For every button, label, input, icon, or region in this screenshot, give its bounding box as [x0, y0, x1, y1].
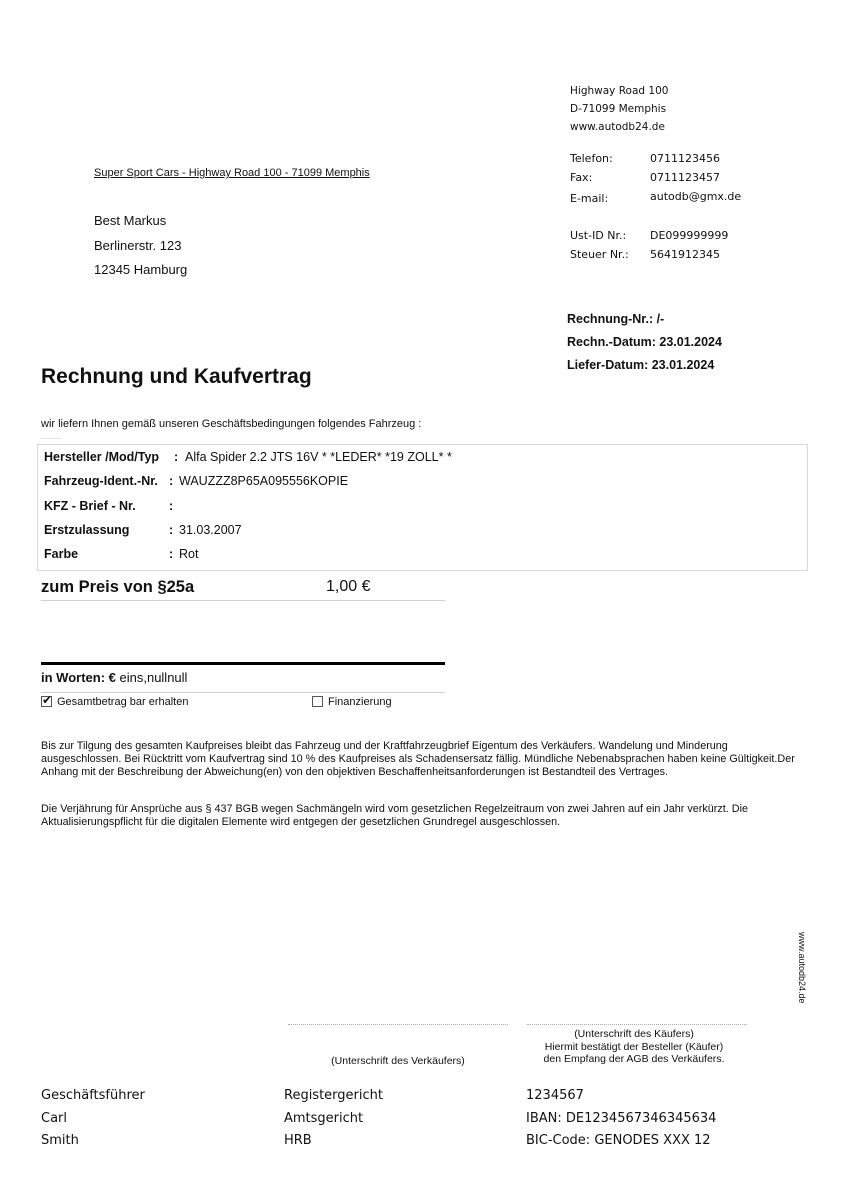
contact-value: 0711123456 [650, 152, 720, 165]
contact-value: 0711123457 [650, 171, 720, 184]
words-rule [41, 662, 445, 665]
vehicle-value: Alfa Spider 2.2 JTS 16V * *LEDER* *19 ZOLL* * [185, 450, 452, 464]
seller-signature-caption: (Unterschrift des Verkäufers) [331, 1055, 465, 1067]
finance-checkbox[interactable] [312, 696, 323, 707]
check-icon: ✔ [42, 693, 53, 707]
contact-value: autodb@gmx.de [650, 190, 742, 203]
recipient-street: Berlinerstr. 123 [94, 238, 182, 253]
side-watermark: www.autodb24.de [797, 932, 807, 1004]
footer-line: Geschäftsführer [41, 1088, 145, 1103]
intro-text: wir liefern Ihnen gemäß unseren Geschäftsbedingungen folgendes Fahrzeug : [41, 418, 422, 430]
price-divider [41, 600, 445, 601]
sender-city: D-71099 Memphis [570, 103, 667, 115]
payment-cash [41, 693, 189, 708]
vehicle-value: Rot [179, 547, 199, 561]
vehicle-colon: : [169, 547, 174, 561]
terms-paragraph: Die Verjährung für Ansprüche aus § 437 BGB wegen Sachmängeln wird vom gesetzlichen Regelzeitraum von zwei Jahren auf ein Jahr verkürzt. Die Aktualisierungspflicht für die digitalen Elemente wird entgegen der gesetzlichen Grundregel ausgeschlossen. [41, 803, 748, 829]
footer-bank [526, 1085, 716, 1153]
buyer-signature-title: (Unterschrift des Käufers) [574, 1028, 694, 1040]
vehicle-label: Fahrzeug-Ident.-Nr. [44, 474, 158, 488]
vehicle-label: Farbe [44, 547, 79, 561]
finance-label: Finanzierung [328, 696, 392, 708]
vehicle-value: WAUZZZ8P65A095556KOPIE [179, 474, 349, 488]
buyer-confirmation: Hiermit bestätigt der Besteller (Käufer) [544, 1040, 724, 1053]
footer-line: IBAN: DE1234567346345634 [526, 1110, 717, 1126]
price-label: zum Preis von §25a [41, 578, 195, 596]
payment-finance [312, 696, 392, 708]
sender-web: www.autodb24.de [570, 121, 665, 133]
vehicle-details [37, 444, 808, 571]
intro-divider [41, 438, 61, 439]
invoice-number: Rechnung-Nr.: /- [567, 312, 665, 326]
contact-label: E-mail: [570, 192, 609, 205]
return-address: Super Sport Cars - Highway Road 100 - 71099 Memphis [94, 167, 370, 179]
terms-paragraph: Bis zur Tilgung des gesamten Kaufpreises bleibt das Fahrzeug und der Kraftfahrzeugbrief Eigentum des Verkäufers. Wandelung und Minderung ausgeschlossen. Bei Rücktritt vom Kaufvertrag sind 10 % des Kaufpreises als Schadensersatz fällig. Mündliche Nebenabsprachen haben keine Gültigkeit.Der Anhang mit der Beschreibung der Abweichung(en) von den objektiven Beschaffenheitsanforderungen ist Bestandteil des Vertrages. [41, 740, 795, 779]
words-divider [41, 692, 445, 693]
footer-line: Smith [41, 1133, 79, 1148]
tax-value: 5641912345 [650, 248, 720, 261]
seller-signature-line [288, 1024, 508, 1025]
vehicle-label: Erstzulassung [44, 523, 130, 537]
footer-line: Carl [41, 1110, 67, 1126]
vehicle-colon: : [169, 499, 174, 513]
vehicle-label: Hersteller /Mod/Typ [44, 450, 160, 464]
footer-line: Amtsgericht [284, 1110, 364, 1126]
cash-checkbox[interactable] [41, 693, 53, 707]
amount-in-words [41, 670, 187, 685]
vehicle-value: 31.03.2007 [179, 523, 242, 537]
footer-line: HRB [284, 1133, 312, 1148]
contact-label: Fax: [570, 171, 593, 184]
vehicle-label: KFZ - Brief - Nr. [44, 499, 136, 513]
tax-label: Ust-ID Nr.: [570, 229, 627, 242]
cash-label: Gesamtbetrag bar erhalten [57, 696, 189, 708]
page-title: Rechnung und Kaufvertrag [41, 365, 312, 388]
footer-line: 1234567 [526, 1088, 584, 1103]
vehicle-colon: : [169, 474, 174, 488]
invoice-date: Rechn.-Datum: 23.01.2024 [567, 335, 722, 349]
vehicle-colon: : [174, 450, 179, 464]
buyer-signature-caption [520, 1028, 748, 1066]
contact-label: Telefon: [570, 152, 613, 165]
footer-registry [284, 1085, 383, 1153]
words-label: in Worten: € [41, 670, 116, 685]
vehicle-colon: : [169, 523, 174, 537]
delivery-date: Liefer-Datum: 23.01.2024 [567, 358, 715, 372]
words-value: eins,nullnull [119, 670, 188, 685]
sender-address [570, 82, 668, 136]
tax-value: DE099999999 [650, 229, 729, 242]
recipient-name: Best Markus [94, 213, 167, 228]
buyer-signature-line [527, 1024, 747, 1025]
buyer-agb-receipt: den Empfang der AGB des Verkäufers. [543, 1053, 725, 1065]
footer-line: BIC-Code: GENODES XXX 12 [526, 1133, 711, 1148]
footer-line: Registergericht [284, 1088, 383, 1103]
price-value: 1,00 € [326, 578, 371, 595]
tax-label: Steuer Nr.: [570, 248, 629, 261]
footer-management [41, 1085, 145, 1153]
sender-street: Highway Road 100 [570, 85, 669, 97]
recipient-city: 12345 Hamburg [94, 262, 188, 277]
